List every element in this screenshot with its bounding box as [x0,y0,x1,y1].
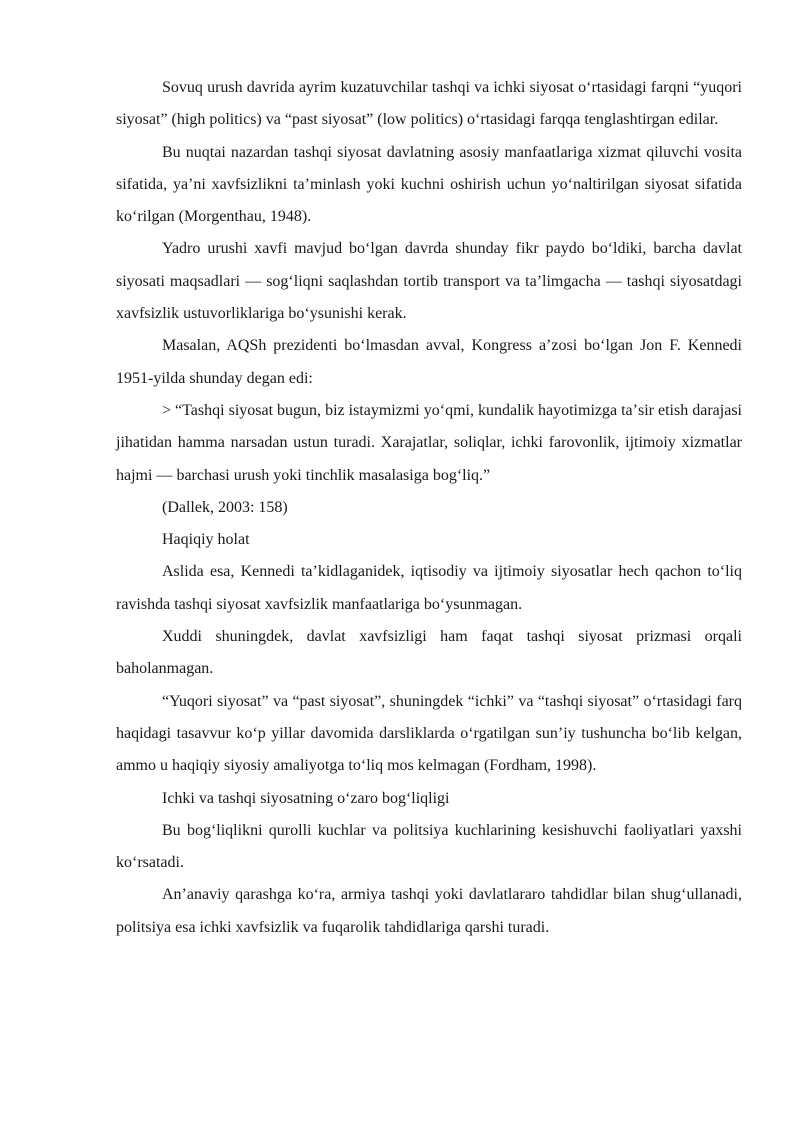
section-heading-real-situation: Haqiqiy holat [162,531,250,549]
paragraph-high-low-politics: “Yuqori siyosat” va “past siyosat”, shuningdek “ichki” va “tashqi siyosat” oʻrtasidagi farq haqidagi tasavvur koʻp yillar davomida darsliklarda oʻrgatilgan sunʼiy tushuncha boʻlib kelgan, ammo u haqiqiy siyosiy amaliyotga toʻliq mos kelmagan (Fordham, 1998). [116,692,742,775]
paragraph-state-security: Xuddi shuningdek, davlat xavfsizligi ham faqat tashqi siyosat prizmasi orqali baholanmagan. [116,628,742,678]
citation-dallek: (Dallek, 2003: 158) [162,498,288,516]
section-heading-interdependence: Ichki va tashqi siyosatning oʻzaro bogʻliqligi [162,789,450,807]
paragraph-kennedy-quote: > “Tashqi siyosat bugun, biz istaymizmi yoʻqmi, kundalik hayotimizga taʼsir etish darajasi jihatidan hamma narsadan ustun turadi. Xarajatlar, soliqlar, ichki farovonlik, ijtimoiy xizmatlar hajmi — barchasi urush yoki tinchlik masalasiga bogʻliq.” [116,401,742,484]
paragraph-cold-war-distinction: Sovuq urush davrida ayrim kuzatuvchilar tashqi va ichki siyosat oʻrtasidagi farqni “yuqori siyosat” (high politics) va “past siyosat” (low politics) oʻrtasidagi farqqa tenglashtirgan edilar. [116,79,742,129]
paragraph-nuclear-war: Yadro urushi xavfi mavjud boʻlgan davrda shunday fikr paydo boʻldiki, barcha davlat siyosati maqsadlari — sogʻliqni saqlashdan tortib transport va taʼlimgacha — tashqi siyosatdagi xavfsizlik ustuvorliklariga boʻysunishi kerak. [116,240,742,323]
paragraph-kennedy-emphasis: Aslida esa, Kennedi taʼkidlaganidek, iqtisodiy va ijtimoiy siyosatlar hech qachon toʻliq ravishda tashqi siyosat xavfsizlik manfaatlariga boʻysunmagan. [116,563,742,613]
document-page [116,72,742,944]
paragraph-traditional-view: Anʼanaviy qarashga koʻra, armiya tashqi yoki davlatlararo tahdidlar bilan shugʻullanadi, politsiya esa ichki xavfsizlik va fuqarolik tahdidlariga qarshi turadi. [116,886,742,936]
paragraph-military-police: Bu bogʻliqlikni qurolli kuchlar va politsiya kuchlarining kesishuvchi faoliyatlari yaxshi koʻrsatadi. [116,821,742,872]
paragraph-morgenthau: Bu nuqtai nazardan tashqi siyosat davlatning asosiy manfaatlariga xizmat qiluvchi vosita sifatida, yaʼni xavfsizlikni taʼminlash yoki kuchni oshirish uchun yoʻnaltirilgan siyosat sifatida koʻrilgan (Morgenthau, 1948). [116,143,742,226]
paragraph-kennedy-intro: Masalan, AQSh prezidenti boʻlmasdan avval, Kongress aʼzosi boʻlgan Jon F. Kennedi 1951-yilda shunday degan edi: [116,337,742,387]
